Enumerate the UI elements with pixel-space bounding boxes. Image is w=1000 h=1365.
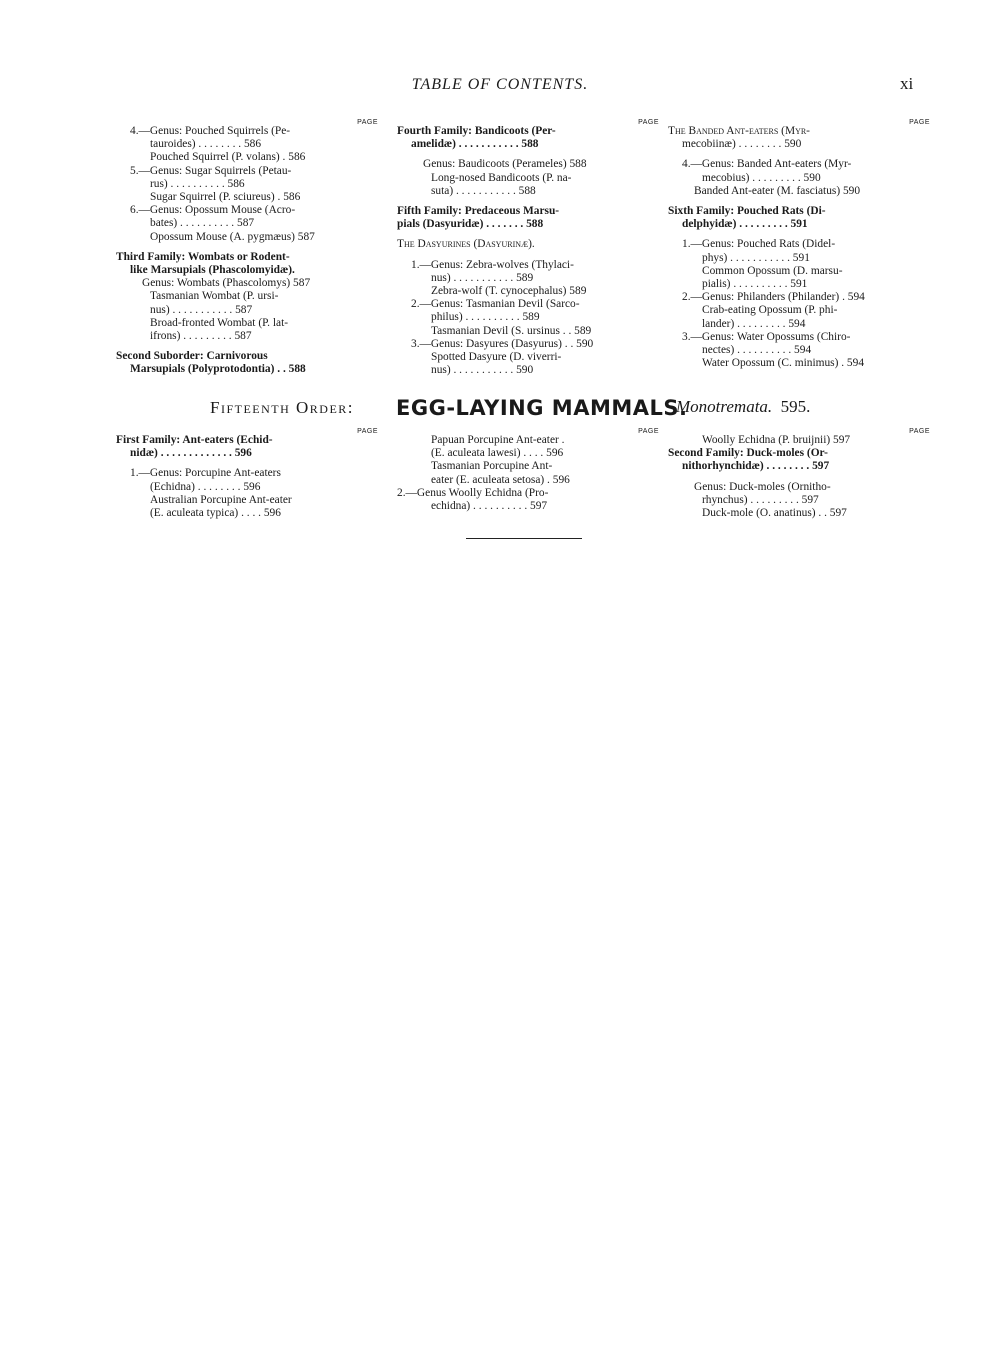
page-column-label: PAGE xyxy=(909,119,930,126)
toc-column-2 xyxy=(397,116,659,377)
toc-entry: Tasmanian Porcupine Ant- eater (E. aculeata setosa) . 596 xyxy=(431,460,570,486)
page-column-label: PAGE xyxy=(909,428,930,435)
page-column-label: PAGE xyxy=(357,119,378,126)
toc-entry: Woolly Echidna (P. bruijnii) 597 xyxy=(702,434,851,446)
toc-entry: Water Opossum (C. minimus) . 594 xyxy=(702,357,865,370)
page-number: xi xyxy=(900,74,914,93)
toc-entry: 5.—Genus: Sugar Squirrels (Petau- rus) . . . . . . . . . . 586 xyxy=(130,164,292,190)
toc-heading-entry: Fourth Family: Bandicoots (Per- amelidæ) . . . . . . . . . . . 588 xyxy=(397,125,556,151)
toc-entry: Genus: Duck-moles (Ornitho- rhynchus) . . . . . . . . . 597 xyxy=(694,480,831,506)
toc-entry: 2.—Genus Woolly Echidna (Pro- echidna) . . . . . . . . . . 597 xyxy=(397,486,549,513)
toc-entry: Zebra-wolf (T. cynocephalus) 589 xyxy=(431,285,587,298)
toc-entry: Duck-mole (O. anatinus) . . 597 xyxy=(702,507,847,520)
toc-heading-entry: First Family: Ant-eaters (Echid- nidæ) . . . . . . . . . . . . . 596 xyxy=(116,434,273,460)
toc-entry: Papuan Porcupine Ant-eater . (E. aculeata lawesi) . . . . 596 xyxy=(431,434,565,460)
toc-entry: Banded Ant-eater (M. fasciatus) 590 xyxy=(694,184,861,197)
toc-heading-entry: Second Suborder: Carnivorous Marsupials (Polyprotodontia) . . 588 xyxy=(116,350,306,376)
toc-entry: Common Opossum (D. marsu- pialis) . . . . . . . . . . 591 xyxy=(702,264,843,291)
toc-entry: 1.—Genus: Pouched Rats (Didel- phys) . . . . . . . . . . . 591 xyxy=(682,238,836,264)
toc-heading-entry: Third Family: Wombats or Rodent- like Marsupials (Phascolomyidæ). xyxy=(116,250,295,277)
page-column-label: PAGE xyxy=(638,428,659,435)
toc-entry: Crab-eating Opossum (P. phi- lander) . . . . . . . . . 594 xyxy=(702,304,838,330)
toc-entry: Spotted Dasyure (D. viverri- nus) . . . . . . . . . . . 590 xyxy=(431,351,562,377)
section-page: 595. xyxy=(780,397,811,416)
toc-entry: 3.—Genus: Water Opossums (Chiro- nectes) . . . . . . . . . . 594 xyxy=(682,330,851,357)
toc-subheading-entry: The Dasyurines (Dasyurinæ). xyxy=(397,238,535,251)
page-column-label: PAGE xyxy=(638,119,659,126)
order-label: Fifteenth Order: xyxy=(210,398,355,417)
toc-heading-entry: Fifth Family: Predaceous Marsu- pials (Dasyuridæ) . . . . . . . 588 xyxy=(397,205,560,231)
toc-entry: 4.—Genus: Pouched Squirrels (Pe- tauroides) . . . . . . . . 586 xyxy=(130,125,291,151)
toc-entry: 1.—Genus: Zebra-wolves (Thylaci- nus) . . . . . . . . . . . 589 xyxy=(411,258,574,284)
toc-entry: Broad-fronted Wombat (P. lat- ifrons) . . . . . . . . . 587 xyxy=(150,316,289,343)
toc-column-3-lower xyxy=(668,425,930,520)
section-latin: Monotremata. 595. xyxy=(676,397,811,416)
toc-entry: Pouched Squirrel (P. volans) . 586 xyxy=(150,151,306,164)
toc-column-1-lower xyxy=(116,425,378,520)
toc-entry: Opossum Mouse (A. pygmæus) 587 xyxy=(150,230,315,243)
section-heading xyxy=(0,396,1000,422)
toc-subheading-entry: The Banded Ant-eaters (Myr- mecobiinæ) . . . . . . . . 590 xyxy=(668,125,810,151)
running-title: TABLE OF CONTENTS. xyxy=(411,76,589,93)
toc-entry: 6.—Genus: Opossum Mouse (Acro- bates) . . . . . . . . . . 587 xyxy=(130,204,296,230)
page-column-label: PAGE xyxy=(357,428,378,435)
toc-entry: 3.—Genus: Dasyures (Dasyurus) . . 590 xyxy=(411,337,594,350)
toc-entry: 2.—Genus: Philanders (Philander) . 594 xyxy=(682,291,865,304)
toc-entry: 1.—Genus: Porcupine Ant-eaters (Echidna) . . . . . . . . 596 xyxy=(130,467,281,493)
toc-column-2-lower xyxy=(397,425,659,513)
toc-entry: 4.—Genus: Banded Ant-eaters (Myr- mecobius) . . . . . . . . . 590 xyxy=(682,158,852,184)
toc-entry: Genus: Wombats (Phascolomys) 587 xyxy=(142,277,311,290)
toc-heading-entry: Second Family: Duck-moles (Or- nithorhynchidæ) . . . . . . . . 597 xyxy=(668,447,830,473)
toc-heading-entry: Sixth Family: Pouched Rats (Di- delphyidæ) . . . . . . . . . 591 xyxy=(668,205,826,231)
toc-entry: Tasmanian Wombat (P. ursi- nus) . . . . . . . . . . . 587 xyxy=(150,290,279,316)
closing-rule xyxy=(466,538,582,539)
toc-column-1 xyxy=(116,116,378,377)
toc-entry: Sugar Squirrel (P. sciureus) . 586 xyxy=(150,191,301,204)
section-title: EGG-LAYING MAMMALS. xyxy=(396,396,688,420)
toc-entry: Long-nosed Bandicoots (P. na- suta) . . . . . . . . . . . 588 xyxy=(431,171,572,197)
toc-entry: Genus: Baudicoots (Perameles) 588 xyxy=(423,158,587,171)
toc-entry: 2.—Genus: Tasmanian Devil (Sarco- philus) . . . . . . . . . . 589 xyxy=(411,298,580,324)
toc-entry: Australian Porcupine Ant-eater (E. aculeata typica) . . . . 596 xyxy=(150,493,292,520)
toc-entry: Tasmanian Devil (S. ursinus . . 589 xyxy=(431,324,592,337)
toc-column-3 xyxy=(668,116,930,370)
